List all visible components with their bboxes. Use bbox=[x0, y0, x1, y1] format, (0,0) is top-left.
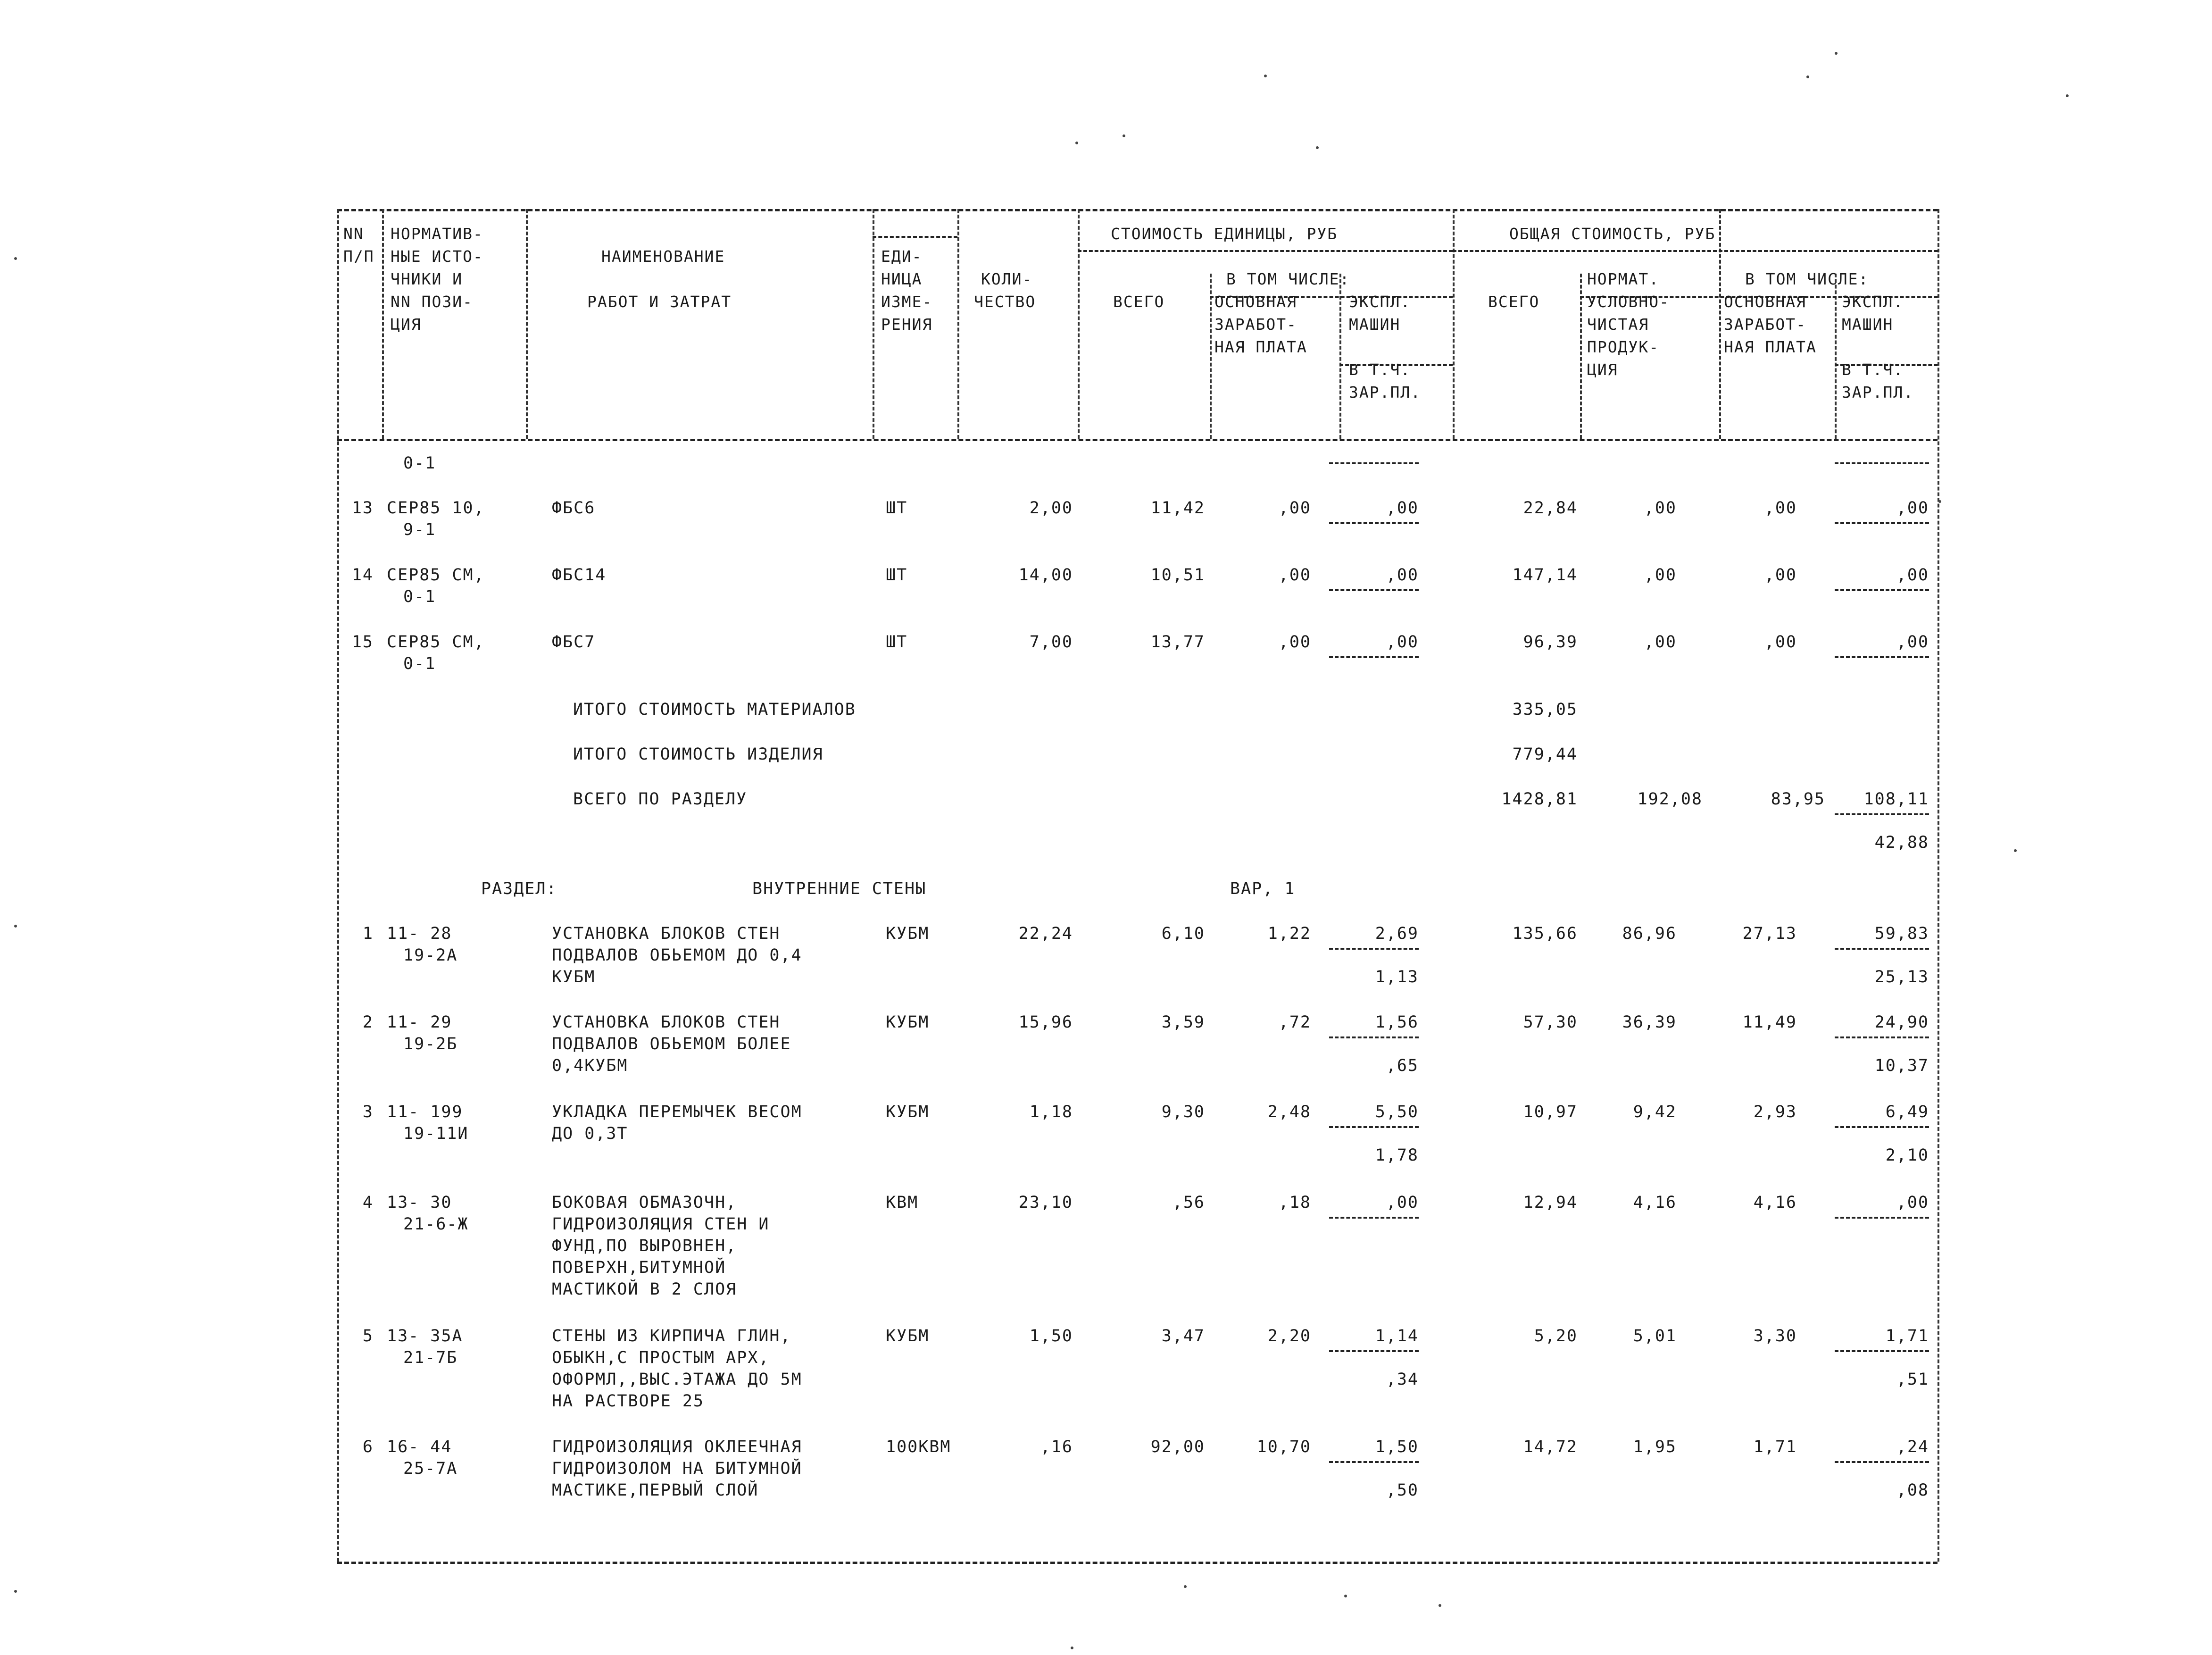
scan-speck bbox=[14, 257, 17, 260]
header-norm-product: НОРМАТ. bbox=[1587, 270, 1660, 288]
section-total-norm: 192,08 bbox=[1637, 790, 1703, 809]
unit-cost-machines: 1,50 bbox=[1375, 1438, 1419, 1456]
unit-machines-divider bbox=[1329, 1461, 1419, 1463]
header-total-machines: МАШИН bbox=[1842, 315, 1894, 334]
unit-machines-salary: ,34 bbox=[1386, 1370, 1419, 1389]
scan-speck bbox=[1938, 500, 1941, 503]
section-total-divider bbox=[1835, 813, 1929, 815]
total-machines-salary: 25,13 bbox=[1874, 968, 1929, 986]
quantity: ,16 bbox=[1040, 1438, 1073, 1456]
norm-code-sub: 19-2А bbox=[403, 946, 458, 965]
work-name: ОБЫКН,С ПРОСТЫМ АРХ, bbox=[552, 1348, 770, 1367]
header-column-divider bbox=[1078, 209, 1080, 439]
work-name: МАСТИКЕ,ПЕРВЫЙ СЛОЙ bbox=[552, 1481, 759, 1500]
row-number: 6 bbox=[362, 1438, 374, 1456]
total-cost: 12,94 bbox=[1523, 1193, 1578, 1212]
norm-code-sub: 21-7Б bbox=[403, 1348, 458, 1367]
total-machines-divider bbox=[1835, 656, 1929, 658]
unit-cost-total: 9,30 bbox=[1161, 1103, 1205, 1121]
header-col-nn: NN bbox=[343, 225, 364, 243]
norm-code: 11- 28 bbox=[387, 924, 452, 943]
header-unit-machines: МАШИН bbox=[1349, 315, 1401, 334]
row-number: 5 bbox=[362, 1327, 374, 1346]
scan-speck bbox=[1316, 146, 1319, 149]
unit-cost-salary: ,00 bbox=[1278, 499, 1311, 518]
unit-cost-salary: 2,48 bbox=[1267, 1103, 1311, 1121]
unit-machines-divider bbox=[1329, 462, 1419, 464]
norm-code: СЕР85 СМ, bbox=[387, 633, 485, 652]
header-total-incl-salary: ЗАР.ПЛ. bbox=[1842, 383, 1914, 401]
total-machines-salary: ,08 bbox=[1896, 1481, 1929, 1500]
header-unit-incl-salary: ЗАР.ПЛ. bbox=[1349, 383, 1422, 401]
scan-speck bbox=[1344, 1595, 1347, 1597]
unit-machines-divider bbox=[1329, 1126, 1419, 1128]
total-norm-product: ,00 bbox=[1644, 633, 1677, 652]
scan-speck bbox=[1184, 1585, 1187, 1588]
header-unit-total: ВСЕГО bbox=[1113, 293, 1165, 311]
header-unit-salary: ОСНОВНАЯ bbox=[1214, 293, 1297, 311]
total-salary: 1,71 bbox=[1753, 1438, 1797, 1456]
materials-total-value: 335,05 bbox=[1512, 700, 1578, 719]
total-norm-product: 36,39 bbox=[1622, 1013, 1677, 1032]
unit-machines-salary: 1,78 bbox=[1375, 1146, 1419, 1165]
total-machines: 6,49 bbox=[1885, 1103, 1929, 1121]
section-total-machines: 108,11 bbox=[1863, 790, 1929, 809]
work-name: ПОДВАЛОВ ОБЬЕМОМ БОЛЕЕ bbox=[552, 1035, 791, 1053]
total-machines-salary: 2,10 bbox=[1885, 1146, 1929, 1165]
total-machines: ,00 bbox=[1896, 566, 1929, 585]
unit: КВМ bbox=[886, 1193, 919, 1212]
total-cost: 14,72 bbox=[1523, 1438, 1578, 1456]
norm-code-sub: 0-1 bbox=[403, 587, 436, 606]
section-variant: ВАР, 1 bbox=[1230, 879, 1296, 898]
work-name: ПОВЕРХН,БИТУМНОЙ bbox=[552, 1258, 726, 1277]
total-salary: 11,49 bbox=[1742, 1013, 1797, 1032]
scan-speck bbox=[1071, 1647, 1073, 1649]
header-total-incl: В ТОМ ЧИСЛЕ: bbox=[1745, 270, 1869, 288]
total-machines-divider bbox=[1835, 589, 1929, 591]
scan-speck bbox=[14, 1590, 17, 1593]
work-name: УКЛАДКА ПЕРЕМЫЧЕК ВЕСОМ bbox=[552, 1103, 802, 1121]
unit-machines-divider bbox=[1329, 589, 1419, 591]
scan-speck bbox=[1806, 75, 1809, 78]
quantity: 23,10 bbox=[1018, 1193, 1073, 1212]
total-machines-salary: ,51 bbox=[1896, 1370, 1929, 1389]
unit: КУБМ bbox=[886, 1327, 930, 1346]
total-norm-product: 9,42 bbox=[1633, 1103, 1677, 1121]
work-name: ДО 0,3Т bbox=[552, 1124, 628, 1143]
unit-cost-total: ,56 bbox=[1172, 1193, 1205, 1212]
header-subcolumn-divider bbox=[1339, 274, 1341, 439]
header-col-norm: НЫЕ ИСТО- bbox=[391, 247, 483, 266]
header-col-nn: П/П bbox=[343, 247, 374, 266]
unit-cost-machines: 1,56 bbox=[1375, 1013, 1419, 1032]
norm-code: 11- 29 bbox=[387, 1013, 452, 1032]
header-norm-product: ЧИСТАЯ bbox=[1587, 315, 1649, 334]
table-right-border bbox=[1938, 209, 1939, 1562]
norm-code: 16- 44 bbox=[387, 1438, 452, 1456]
header-col-norm: ЧНИКИ И bbox=[391, 270, 463, 288]
table-bottom-border bbox=[337, 1562, 1938, 1564]
header-total-total: ВСЕГО bbox=[1488, 293, 1540, 311]
header-subcolumn-divider bbox=[1835, 274, 1837, 439]
header-col-qty: ЧЕСТВО bbox=[974, 293, 1036, 311]
total-machines-divider bbox=[1835, 462, 1929, 464]
total-machines-divider bbox=[1835, 522, 1929, 524]
header-col-unit: ЕДИ- bbox=[881, 247, 923, 266]
total-machines: ,00 bbox=[1896, 499, 1929, 518]
row-number: 3 bbox=[362, 1103, 374, 1121]
total-machines: 59,83 bbox=[1874, 924, 1929, 943]
norm-code: СЕР85 10, bbox=[387, 499, 485, 518]
total-norm-product: 86,96 bbox=[1622, 924, 1677, 943]
header-subcolumn-divider bbox=[1210, 274, 1212, 439]
total-norm-product: 1,95 bbox=[1633, 1438, 1677, 1456]
total-machines: ,00 bbox=[1896, 1193, 1929, 1212]
unit-cost-machines: ,00 bbox=[1386, 499, 1419, 518]
work-name: ФБС6 bbox=[552, 499, 596, 518]
header-col-name: РАБОТ И ЗАТРАТ bbox=[587, 293, 732, 311]
unit-cost-salary: ,18 bbox=[1278, 1193, 1311, 1212]
work-name: ГИДРОИЗОЛЯЦИЯ СТЕН И bbox=[552, 1215, 770, 1234]
header-total-salary: ОСНОВНАЯ bbox=[1724, 293, 1806, 311]
total-salary: ,00 bbox=[1764, 633, 1797, 652]
header-col-qty: КОЛИ- bbox=[981, 270, 1033, 288]
work-name: ФБС7 bbox=[552, 633, 596, 652]
materials-total-label: ИТОГО СТОИМОСТЬ МАТЕРИАЛОВ bbox=[573, 700, 856, 719]
total-cost: 22,84 bbox=[1523, 499, 1578, 518]
total-salary: 27,13 bbox=[1742, 924, 1797, 943]
total-cost: 147,14 bbox=[1512, 566, 1578, 585]
product-total-label: ИТОГО СТОИМОСТЬ ИЗДЕЛИЯ bbox=[573, 745, 823, 764]
unit: ШТ bbox=[886, 633, 908, 652]
product-total-value: 779,44 bbox=[1512, 745, 1578, 764]
header-unit-salary: НАЯ ПЛАТА bbox=[1214, 338, 1307, 356]
header-column-divider bbox=[1719, 209, 1721, 439]
norm-code-sub: 21-6-Ж bbox=[403, 1215, 469, 1234]
work-name: ГИДРОИЗОЛОМ НА БИТУМНОЙ bbox=[552, 1459, 802, 1478]
work-name: УСТАНОВКА БЛОКОВ СТЕН bbox=[552, 924, 781, 943]
scan-speck bbox=[14, 925, 17, 928]
unit-cost-total: 92,00 bbox=[1150, 1438, 1205, 1456]
unit-cost-salary: ,72 bbox=[1278, 1013, 1311, 1032]
unit-cost-total: 3,59 bbox=[1161, 1013, 1205, 1032]
header-col-norm: ЦИЯ bbox=[391, 315, 422, 334]
scan-speck bbox=[2014, 849, 2017, 852]
row-number: 13 bbox=[351, 499, 374, 518]
table-left-border bbox=[337, 209, 339, 1562]
unit-machines-salary: 1,13 bbox=[1375, 968, 1419, 986]
unit: ШТ bbox=[886, 499, 908, 518]
unit-cost-total: 11,42 bbox=[1150, 499, 1205, 518]
quantity: 1,18 bbox=[1029, 1103, 1073, 1121]
work-name: МАСТИКОЙ В 2 СЛОЯ bbox=[552, 1280, 737, 1299]
unit-machines-salary: ,50 bbox=[1386, 1481, 1419, 1500]
row-number: 4 bbox=[362, 1193, 374, 1212]
section-label: РАЗДЕЛ: bbox=[481, 879, 557, 898]
work-name: УСТАНОВКА БЛОКОВ СТЕН bbox=[552, 1013, 781, 1032]
section-total-salary: 83,95 bbox=[1771, 790, 1825, 809]
section-total-machines-salary: 42,88 bbox=[1874, 833, 1929, 852]
work-name: ГИДРОИЗОЛЯЦИЯ ОКЛЕЕЧНАЯ bbox=[552, 1438, 802, 1456]
unit: 100КВМ bbox=[886, 1438, 951, 1456]
header-total-machines: ЭКСПЛ. bbox=[1842, 293, 1904, 311]
unit-cost-salary: ,00 bbox=[1278, 633, 1311, 652]
unit-cost-total: 6,10 bbox=[1161, 924, 1205, 943]
unit-cost-machines: ,00 bbox=[1386, 566, 1419, 585]
total-salary: 2,93 bbox=[1753, 1103, 1797, 1121]
row-number: 15 bbox=[351, 633, 374, 652]
section-total-label: ВСЕГО ПО РАЗДЕЛУ bbox=[573, 790, 748, 809]
work-name: ОФОРМЛ,,ВЫС.ЭТАЖА ДО 5М bbox=[552, 1370, 802, 1389]
norm-code: СЕР85 СМ, bbox=[387, 566, 485, 585]
unit-cost-machines: 1,14 bbox=[1375, 1327, 1419, 1346]
header-unit-salary: ЗАРАБОТ- bbox=[1214, 315, 1297, 334]
header-col-unit: НИЦА bbox=[881, 270, 923, 288]
header-bottom-border bbox=[337, 439, 1938, 441]
total-machines: ,00 bbox=[1896, 633, 1929, 652]
unit-cost-machines: ,00 bbox=[1386, 633, 1419, 652]
norm-code-sub: 0-1 bbox=[403, 454, 436, 473]
header-total-salary: НАЯ ПЛАТА bbox=[1724, 338, 1817, 356]
header-group-rule bbox=[1453, 250, 1938, 252]
norm-code: 13- 30 bbox=[387, 1193, 452, 1212]
total-machines-divider bbox=[1835, 1126, 1929, 1128]
total-cost: 57,30 bbox=[1523, 1013, 1578, 1032]
unit: ШТ bbox=[886, 566, 908, 585]
unit: КУБМ bbox=[886, 1013, 930, 1032]
norm-code-sub: 0-1 bbox=[403, 654, 436, 673]
header-col-unit: РЕНИЯ bbox=[881, 315, 933, 334]
quantity: 22,24 bbox=[1018, 924, 1073, 943]
total-salary: 3,30 bbox=[1753, 1327, 1797, 1346]
total-norm-product: ,00 bbox=[1644, 566, 1677, 585]
header-col-unit: ИЗМЕ- bbox=[881, 293, 933, 311]
unit-cost-salary: 10,70 bbox=[1256, 1438, 1311, 1456]
table-top-border bbox=[337, 209, 1938, 211]
header-total-salary: ЗАРАБОТ- bbox=[1724, 315, 1806, 334]
work-name: ПОДВАЛОВ ОБЬЕМОМ ДО 0,4 bbox=[552, 946, 802, 965]
header-group-rule bbox=[1078, 250, 1453, 252]
total-cost: 5,20 bbox=[1534, 1327, 1578, 1346]
header-column-divider bbox=[382, 209, 384, 439]
work-name: 0,4КУБМ bbox=[552, 1056, 628, 1075]
total-machines-divider bbox=[1835, 1036, 1929, 1038]
unit-cost-machines: ,00 bbox=[1386, 1193, 1419, 1212]
total-machines-divider bbox=[1835, 1217, 1929, 1219]
unit-machines-divider bbox=[1329, 1217, 1419, 1219]
header-total-cost-group: ОБЩАЯ СТОИМОСТЬ, РУБ bbox=[1509, 225, 1716, 243]
norm-code-sub: 25-7А bbox=[403, 1459, 458, 1478]
total-machines-divider bbox=[1835, 1461, 1929, 1463]
norm-code: 11- 199 bbox=[387, 1103, 463, 1121]
header-unit-incl: В ТОМ ЧИСЛЕ: bbox=[1226, 270, 1350, 288]
norm-code-sub: 19-11И bbox=[403, 1124, 469, 1143]
total-machines-divider bbox=[1835, 948, 1929, 950]
unit-machines-divider bbox=[1329, 1350, 1419, 1352]
quantity: 15,96 bbox=[1018, 1013, 1073, 1032]
total-salary: ,00 bbox=[1764, 499, 1797, 518]
header-norm-product: ЦИЯ bbox=[1587, 360, 1618, 379]
work-name: ФБС14 bbox=[552, 566, 607, 585]
quantity: 14,00 bbox=[1018, 566, 1073, 585]
unit-cost-total: 10,51 bbox=[1150, 566, 1205, 585]
row-number: 1 bbox=[362, 924, 374, 943]
unit-cost-total: 13,77 bbox=[1150, 633, 1205, 652]
row-number: 14 bbox=[351, 566, 374, 585]
header-unit-incl-salary: В Т.Ч. bbox=[1349, 360, 1411, 379]
total-cost: 135,66 bbox=[1512, 924, 1578, 943]
header-total-incl-salary: В Т.Ч. bbox=[1842, 360, 1904, 379]
unit-machines-divider bbox=[1329, 656, 1419, 658]
header-norm-product: УСЛОВНО- bbox=[1587, 293, 1670, 311]
unit-cost-machines: 2,69 bbox=[1375, 924, 1419, 943]
norm-code: 13- 35А bbox=[387, 1327, 463, 1346]
header-column-divider bbox=[873, 209, 874, 439]
total-machines-divider bbox=[1835, 1350, 1929, 1352]
scan-speck bbox=[1264, 75, 1267, 77]
header-col-norm: NN ПОЗИ- bbox=[391, 293, 473, 311]
work-name: БОКОВАЯ ОБМАЗОЧН, bbox=[552, 1193, 737, 1212]
unit-cost-salary: 1,22 bbox=[1267, 924, 1311, 943]
scan-speck bbox=[1439, 1604, 1441, 1607]
unit-cost-total: 3,47 bbox=[1161, 1327, 1205, 1346]
scan-speck bbox=[1835, 52, 1838, 55]
header-unit-cost-group: СТОИМОСТЬ ЕДИНИЦЫ, РУБ bbox=[1111, 225, 1338, 243]
total-machines: 24,90 bbox=[1874, 1013, 1929, 1032]
work-name: СТЕНЫ ИЗ КИРПИЧА ГЛИН, bbox=[552, 1327, 791, 1346]
total-machines-salary: 10,37 bbox=[1874, 1056, 1929, 1075]
quantity: 7,00 bbox=[1029, 633, 1073, 652]
total-norm-product: 4,16 bbox=[1633, 1193, 1677, 1212]
header-subcolumn-divider bbox=[1580, 274, 1582, 439]
scan-speck bbox=[2066, 94, 2069, 97]
unit-machines-divider bbox=[1329, 522, 1419, 524]
norm-code-sub: 19-2Б bbox=[403, 1035, 458, 1053]
total-norm-product: ,00 bbox=[1644, 499, 1677, 518]
total-cost: 10,97 bbox=[1523, 1103, 1578, 1121]
work-name: КУБМ bbox=[552, 968, 596, 986]
row-number: 2 bbox=[362, 1013, 374, 1032]
unit: КУБМ bbox=[886, 924, 930, 943]
scan-speck bbox=[1075, 142, 1078, 144]
work-name: ФУНД,ПО ВЫРОВНЕН, bbox=[552, 1237, 737, 1255]
header-column-divider bbox=[1453, 209, 1455, 439]
total-cost: 96,39 bbox=[1523, 633, 1578, 652]
unit-cost-salary: ,00 bbox=[1278, 566, 1311, 585]
header-column-divider bbox=[526, 209, 528, 439]
total-machines: ,24 bbox=[1896, 1438, 1929, 1456]
unit-machines-divider bbox=[1329, 948, 1419, 950]
unit-cost-salary: 2,20 bbox=[1267, 1327, 1311, 1346]
section-title: ВНУТРЕННИЕ СТЕНЫ bbox=[752, 879, 927, 898]
header-unit-rule bbox=[873, 236, 957, 238]
quantity: 1,50 bbox=[1029, 1327, 1073, 1346]
header-norm-product: ПРОДУК- bbox=[1587, 338, 1660, 356]
unit-cost-machines: 5,50 bbox=[1375, 1103, 1419, 1121]
quantity: 2,00 bbox=[1029, 499, 1073, 518]
unit-machines-divider bbox=[1329, 1036, 1419, 1038]
section-total-cost: 1428,81 bbox=[1501, 790, 1578, 809]
total-machines: 1,71 bbox=[1885, 1327, 1929, 1346]
header-col-name: НАИМЕНОВАНИЕ bbox=[601, 247, 725, 266]
work-name: НА РАСТВОРЕ 25 bbox=[552, 1392, 705, 1411]
total-salary: 4,16 bbox=[1753, 1193, 1797, 1212]
norm-code-sub: 9-1 bbox=[403, 520, 436, 539]
unit-machines-salary: ,65 bbox=[1386, 1056, 1419, 1075]
total-norm-product: 5,01 bbox=[1633, 1327, 1677, 1346]
total-salary: ,00 bbox=[1764, 566, 1797, 585]
scan-speck bbox=[1123, 134, 1125, 137]
unit: КУБМ bbox=[886, 1103, 930, 1121]
header-col-norm: НОРМАТИВ- bbox=[391, 225, 483, 243]
header-column-divider bbox=[957, 209, 959, 439]
header-unit-machines: ЭКСПЛ. bbox=[1349, 293, 1411, 311]
